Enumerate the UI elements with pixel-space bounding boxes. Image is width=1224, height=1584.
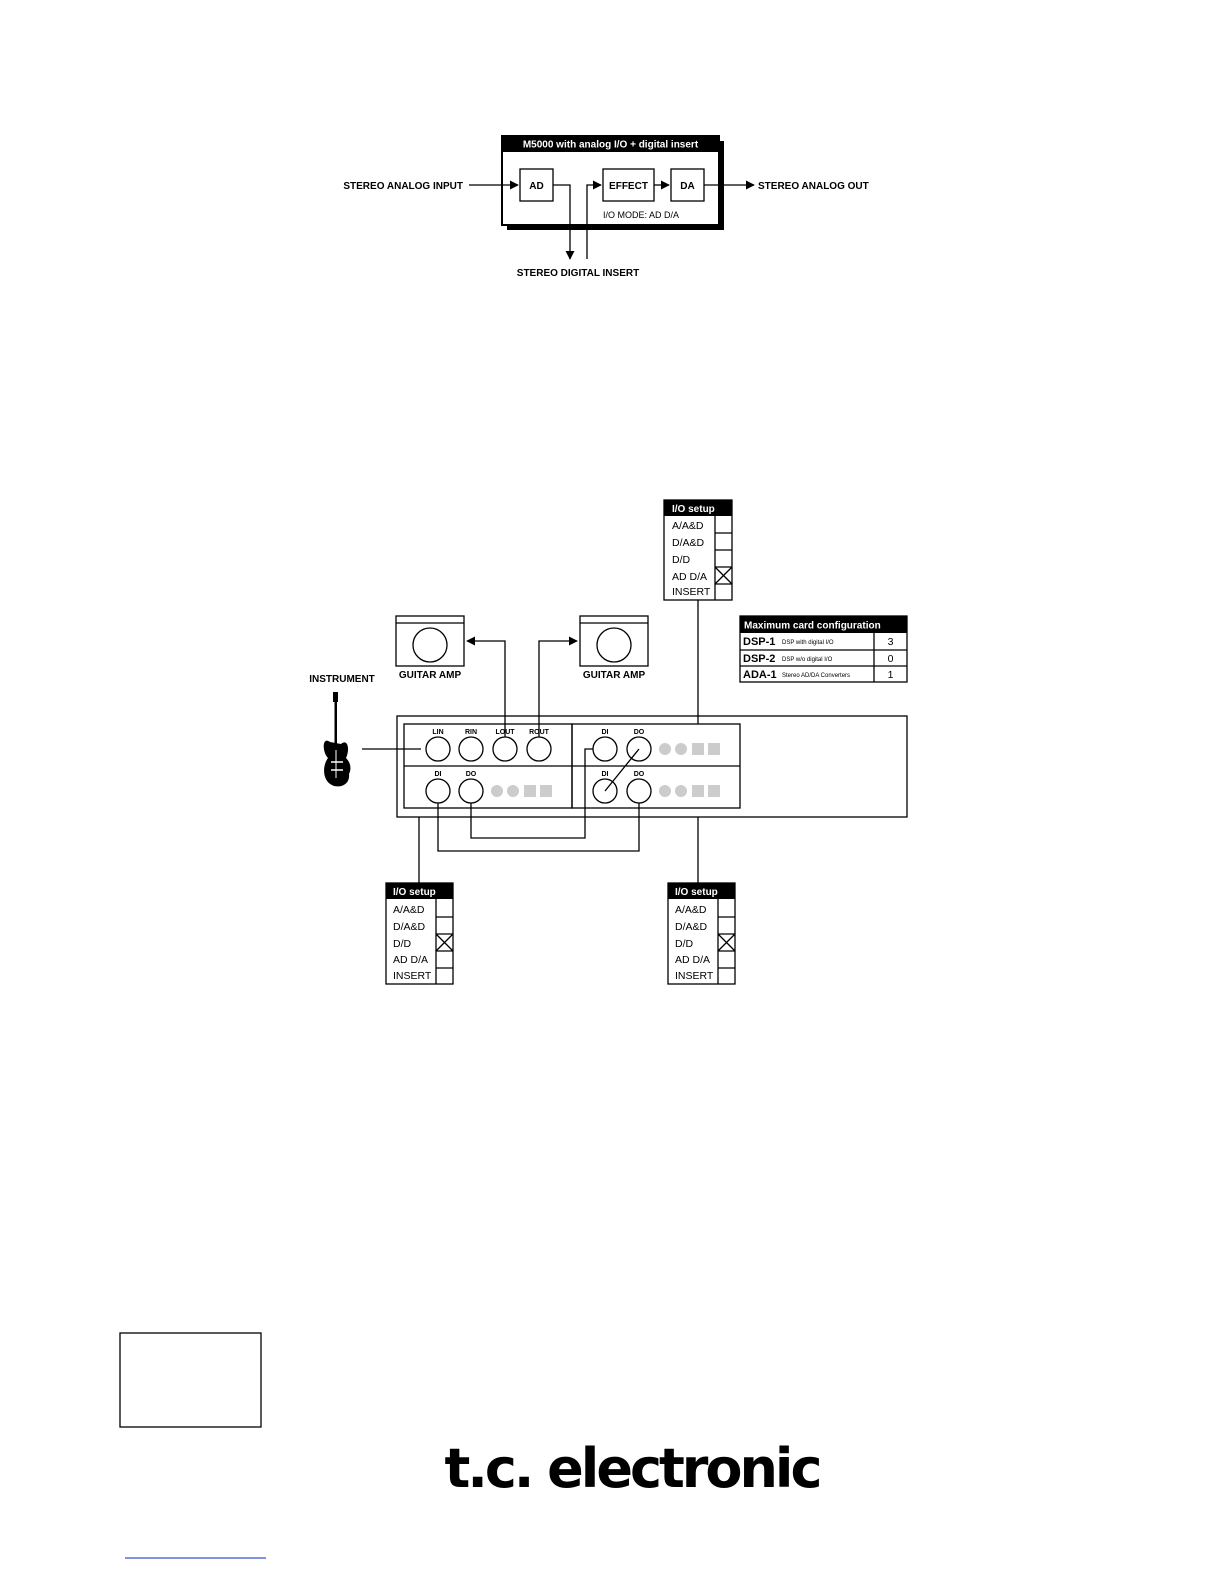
io-top-opt-2: D/A&D [672, 537, 705, 549]
io-top-opt-4: AD D/A [672, 571, 708, 583]
max-card-title: Maximum card configuration [744, 620, 881, 632]
max-card-row-2-desc: DSP w/o digital I/O [782, 657, 833, 663]
io-right-opt-2: D/A&D [675, 921, 708, 933]
stereo-analog-input-label: STEREO ANALOG INPUT [343, 181, 463, 192]
stereo-analog-out-label: STEREO ANALOG OUT [758, 181, 869, 192]
stereo-digital-insert-label: STEREO DIGITAL INSERT [516, 268, 640, 279]
io-setup-left [386, 883, 453, 984]
io-setup-top-title: I/O setup [672, 504, 715, 515]
guitar-icon [324, 692, 351, 786]
m5000-title: M5000 with analog I/O + digital insert [522, 139, 699, 151]
max-card-row-3-desc: Stereo AD/DA Converters [782, 673, 851, 679]
blank-box [120, 1333, 261, 1427]
max-card-row-3-value: 1 [887, 669, 894, 681]
jack-do-top-right-label: DO [633, 729, 645, 736]
jack-rout [527, 737, 551, 761]
io-left-opt-2: D/A&D [393, 921, 426, 933]
io-left-opt-1: A/A&D [393, 904, 425, 916]
tc-electronic-logo: t.c. electronic [444, 1437, 820, 1500]
max-card-config [740, 616, 907, 682]
jack-rin-label: RIN [464, 729, 478, 736]
jack-rout-label: ROUT [529, 729, 549, 736]
io-left-opt-5: INSERT [393, 970, 432, 982]
io-right-opt-4: AD D/A [675, 954, 711, 966]
io-left-opt-4: AD D/A [393, 954, 429, 966]
jack-lin [426, 737, 450, 761]
io-top-opt-1: A/A&D [672, 520, 704, 532]
guitar-amp-right [580, 616, 648, 666]
io-right-opt-5: INSERT [675, 970, 714, 982]
signal-flow-diagram [343, 136, 868, 279]
guitar-amp-right-label: GUITAR AMP [582, 670, 646, 681]
io-setup-top [664, 500, 732, 600]
card-leds-bottom-right [659, 785, 720, 797]
jack-di-top-right [593, 737, 617, 761]
lout-to-amp-cable [464, 641, 505, 737]
jack-di-left [426, 779, 450, 803]
jack-rin [459, 737, 483, 761]
io-left-opt-3: D/D [393, 938, 412, 950]
jack-do-left-label: DO [465, 771, 477, 778]
guitar-amp-left-label: GUITAR AMP [398, 670, 462, 681]
card-leds-top-right [659, 743, 720, 755]
io-setup-right-title: I/O setup [675, 887, 718, 898]
max-card-row-2-value: 0 [887, 653, 894, 665]
internal-do-to-di-patch [605, 749, 639, 791]
instrument-label: INSTRUMENT [309, 674, 375, 685]
io-mode-label: I/O MODE: AD D/A [603, 210, 680, 220]
da-block-label: DA [680, 181, 695, 192]
jack-lout [493, 737, 517, 761]
jack-di-bottom-right-label: DI [601, 771, 609, 778]
io-right-opt-1: A/A&D [675, 904, 707, 916]
jack-lout-label: LOUT [495, 729, 515, 736]
jack-do-left [459, 779, 483, 803]
jack-di-left-label: DI [434, 771, 442, 778]
io-right-opt-3: D/D [675, 938, 694, 950]
card-leds-left [491, 785, 552, 797]
jack-di-top-right-label: DI [601, 729, 609, 736]
rout-to-amp-cable [539, 641, 577, 737]
jack-do-bottom-right-label: DO [633, 771, 645, 778]
io-setup-left-title: I/O setup [393, 887, 436, 898]
ad-block-label: AD [529, 181, 544, 192]
io-top-opt-5: INSERT [672, 586, 711, 598]
io-top-opt-3: D/D [672, 554, 691, 566]
setup-diagram [309, 500, 907, 984]
effect-block-label: EFFECT [609, 181, 648, 192]
max-card-row-2-name: DSP-2 [743, 653, 776, 665]
jack-do-bottom-right [627, 779, 651, 803]
io-setup-right [668, 883, 735, 984]
max-card-row-1-name: DSP-1 [743, 636, 776, 648]
max-card-row-3-name: ADA-1 [743, 669, 777, 681]
jack-lin-label: LIN [432, 729, 444, 736]
max-card-row-1-desc: DSP with digital I/O [782, 640, 834, 646]
max-card-row-1-value: 3 [887, 636, 894, 648]
guitar-amp-left [396, 616, 464, 666]
di-left-to-do-bottom-right-cable [438, 803, 639, 851]
